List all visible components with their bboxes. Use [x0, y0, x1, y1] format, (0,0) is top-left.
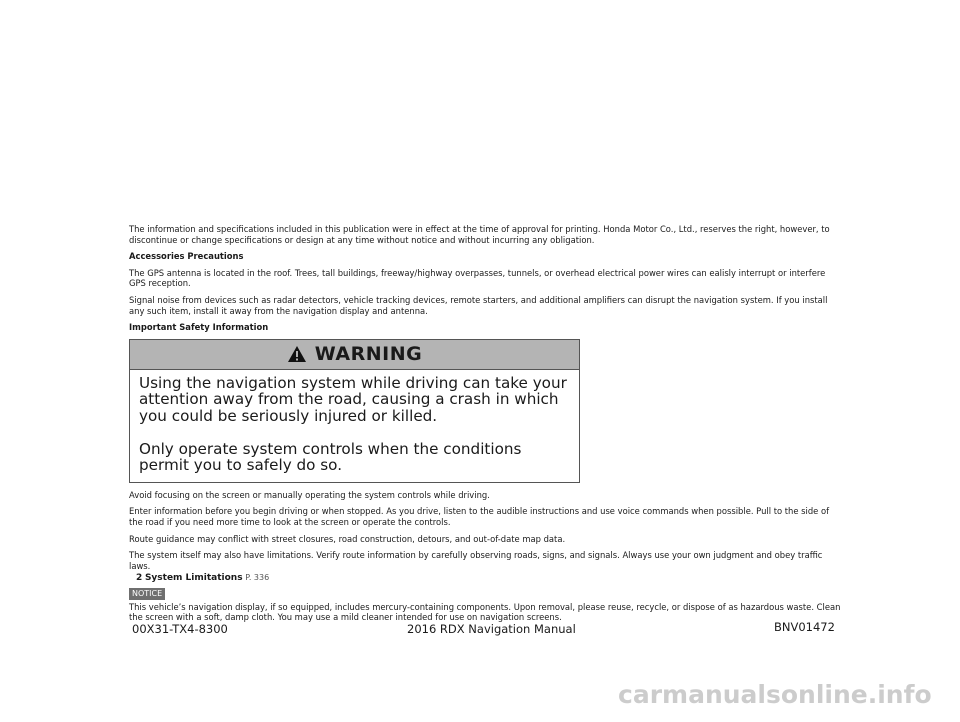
signal-noise-paragraph: Signal noise from devices such as radar detectors, vehicle tracking devices, remote starters, and additional amplifiers can disrupt the navigation system. If you install any such item, install it away from the navigation display and antenna.	[129, 294, 828, 316]
manual-title: 2016 RDX Navigation Manual	[407, 622, 576, 636]
cross-reference-icon: 2	[136, 573, 143, 584]
intro-paragraph: The information and specifications included in this publication were in effect at the time of approval for printing. Honda Motor Co., Ltd., reserves the right, however, to discontinue or change specifications or design at any time without notice and without incurring any obligation.	[129, 224, 830, 245]
watermark-logo: carmanualsonline.info	[618, 680, 932, 709]
gps-antenna-paragraph: The GPS antenna is located in the roof. Trees, tall buildings, freeway/highway overpasses, tunnels, or overhead electrical power wires can ealisly interrupt or interfere GPS reception.	[129, 267, 826, 289]
safety-paragraph-4: The system itself may also have limitations. Verify route information by carefully observing roads, signs, and signals. Always use your own judgment and obey traffic laws.	[129, 550, 823, 571]
safety-heading: Important Safety Information	[129, 322, 269, 333]
safety-paragraph-2: Enter information before you begin driving or when stopped. As you drive, listen to the audible instructions and use voice commands when possible. Pull to the side of the road if you need more time to look at the screen or operate the controls.	[129, 506, 830, 527]
xref-page: P. 336	[245, 573, 270, 583]
warning-triangle-icon	[287, 345, 307, 363]
xref-label: System Limitations	[144, 573, 243, 584]
safety-paragraph-3: Route guidance may conflict with street closures, road construction, detours, and out-of-date map data.	[129, 533, 566, 544]
notice-paragraph: This vehicle’s navigation display, if so equipped, includes mercury-containing components. Upon removal, please reuse, recycle, or dispose of as hazardous waste. Clean the screen with a soft, damp cloth. You may use a mild cleaner intended for use on navigation screens.	[129, 601, 841, 623]
system-limitations-link[interactable]	[129, 572, 841, 584]
notice-badge: NOTICE	[129, 588, 165, 600]
document-code: BNV01472	[774, 620, 835, 634]
warning-text-2: Only operate system controls when the conditions permit you to safely do so.	[139, 439, 522, 475]
warning-box	[129, 339, 580, 483]
warning-title: WARNING	[314, 342, 423, 365]
part-number: 00X31-TX4-8300	[132, 622, 228, 636]
manual-content	[129, 224, 841, 629]
warning-body	[130, 370, 579, 482]
warning-header	[130, 340, 579, 370]
accessories-heading: Accessories Precautions	[129, 251, 244, 262]
warning-text-1: Using the navigation system while driving can take your attention away from the road, causing a crash in which you could be seriously injured or killed.	[139, 373, 567, 425]
safety-paragraph-1: Avoid focusing on the screen or manually operating the system controls while driving.	[129, 489, 490, 500]
